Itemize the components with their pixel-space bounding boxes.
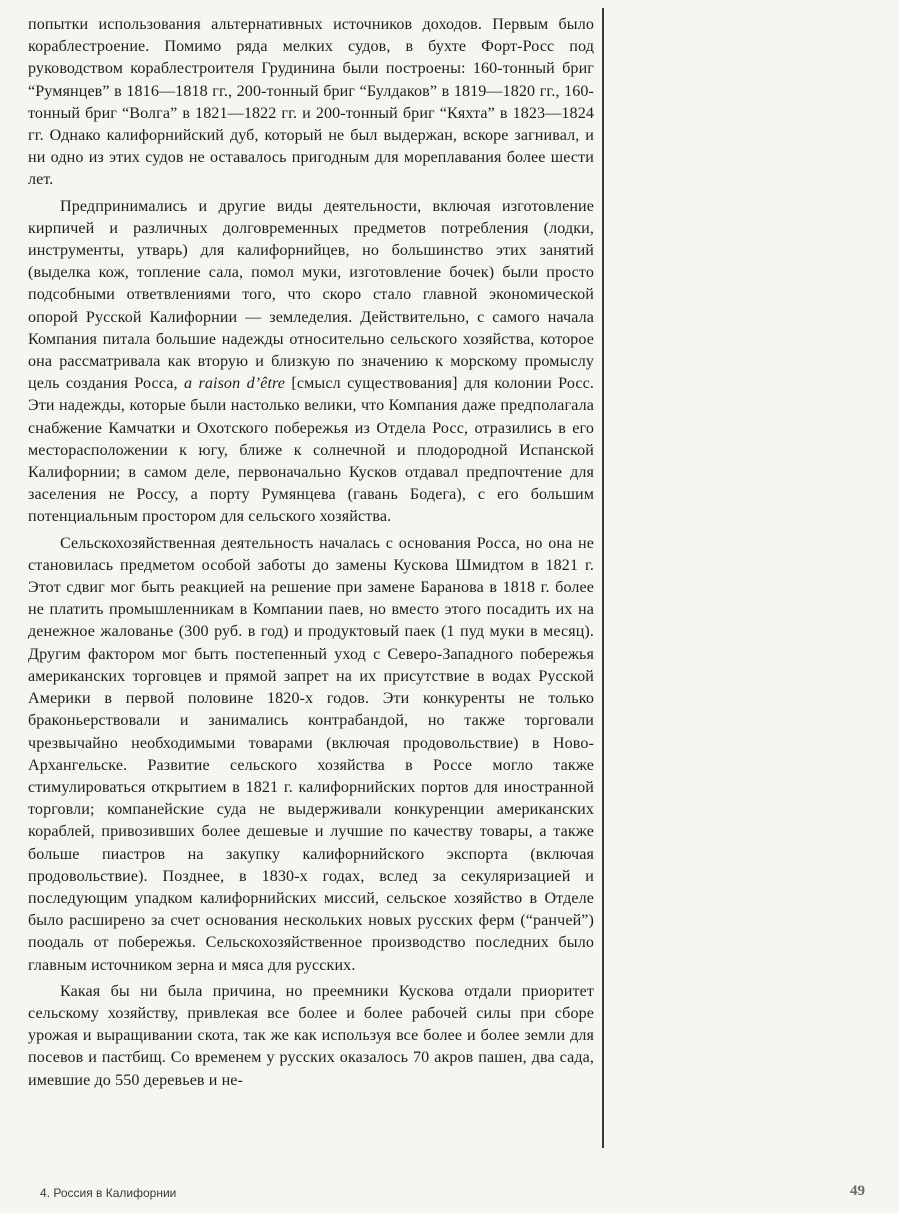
paragraph-other-activities <box>28 196 594 529</box>
paragraph-successors: Какая бы ни была причина, но преемники Кускова отдали приоритет сельскому хозяйству, привлекая все более и более рабочей силы при сборе урожая и выращивании скота, так же как используя все более и более земли для посевов и пастбищ. Со временем у русских оказалось 70 акров пашен, два сада, имевшие до 550 деревьев и не- <box>28 982 594 1089</box>
paragraph-text-before: Предпринимались и другие виды деятельности, включая изготовление кирпичей и различных долговременных предметов потребления (лодки, инструменты, утварь) для калифорнийцев, но большинство этих занятий (выделка кож, топление сала, помол муки, изготовление бочек) были просто подсобными ответвлениями того, что скоро стало главной экономической опорой Русской Калифорнии — земледелия. Действительно, с самого начала Компания питала большие надежды относительно сельского хозяйства, которое она рассматривала как вторую и близкую по значению к морскому промыслу цель создания Росса, <box>28 197 594 393</box>
page-number: 49 <box>850 1183 865 1199</box>
running-footer: 4. Россия в Калифорнии <box>40 1186 177 1200</box>
paragraph-agriculture: Сельскохозяйственная деятельность началась с основания Росса, но она не становилась предметом особой заботы до замены Кускова Шмидтом в 1821 г. Этот сдвиг мог быть реакцией на решение при замене Баранова в 1818 г. более не платить промышленникам в Компании паев, но вместо этого посадить их на денежное жалованье (300 руб. в год) и продуктовый паек (1 пуд муки в месяц). Другим фактором мог быть постепенный уход с Северо-Западного побережья американских торговцев и прямой запрет на их присутствие в водах Русской Америки в первой половине 1820-х годов. Эти конкуренты не только браконьерствовали и занимались контрабандой, но также торговали чрезвычайно необходимыми товарами (включая продовольствие) в Ново-Архангельске. Развитие сельского хозяйства в Россе могло также стимулироваться открытием в 1821 г. калифорнийских портов для иностранной торговли; компанейские суда не выдерживали конкуренции американских кораблей, привозивших более дешевые и лучшие по качеству товары, а также больше пиастров на закупку калифорнийского экспорта (включая продовольствие). Позднее, в 1830-х годах, вслед за секуляризацией и последующим упадком калифорнийских миссий, сельское хозяйство в Отделе было расширено за счет основания нескольких новых русских ферм (“ранчей”) поодаль от побережья. Сельскохозяйственное производство последних было главным источником зерна и мяса для русских. <box>28 534 594 974</box>
column-divider <box>602 8 604 1148</box>
paragraph-text-after: [смысл существования] для колонии Росс. Эти надежды, которые были настолько велики, что Компания даже предполагала снабжение Камчатки и Охотского побережья из Отдела Росс, отразились в его месторасположении к югу, ближе к солнечной и плодородной Испанской Калифорнии; в самом деле, первоначально Кусков отдавал предпочтение для заселения не Россу, а порту Румянцева (гавань Бодега), с его большим потенциальным простором для сельского хозяйства. <box>28 375 594 526</box>
paragraph-shipbuilding: попытки использования альтернативных источников доходов. Первым было кораблестроение. Помимо ряда мелких судов, в бухте Форт-Росс под руководством кораблестроителя Грудинина были построены: 160-тонный бриг “Румянцев” в 1816—1818 гг., 200-тонный бриг “Булдаков” в 1819—1820 гг., 160-тонный бриг “Волга” в 1821—1822 гг. и 200-тонный бриг “Кяхта” в 1823—1824 гг. Однако калифорнийский дуб, который не был выдержан, вскоре загнивал, и ни одно из этих судов не оставалось пригодным для мореплавания более шести лет. <box>28 16 594 189</box>
italic-phrase: a raison d’être <box>183 375 286 393</box>
text-column <box>28 14 594 1092</box>
